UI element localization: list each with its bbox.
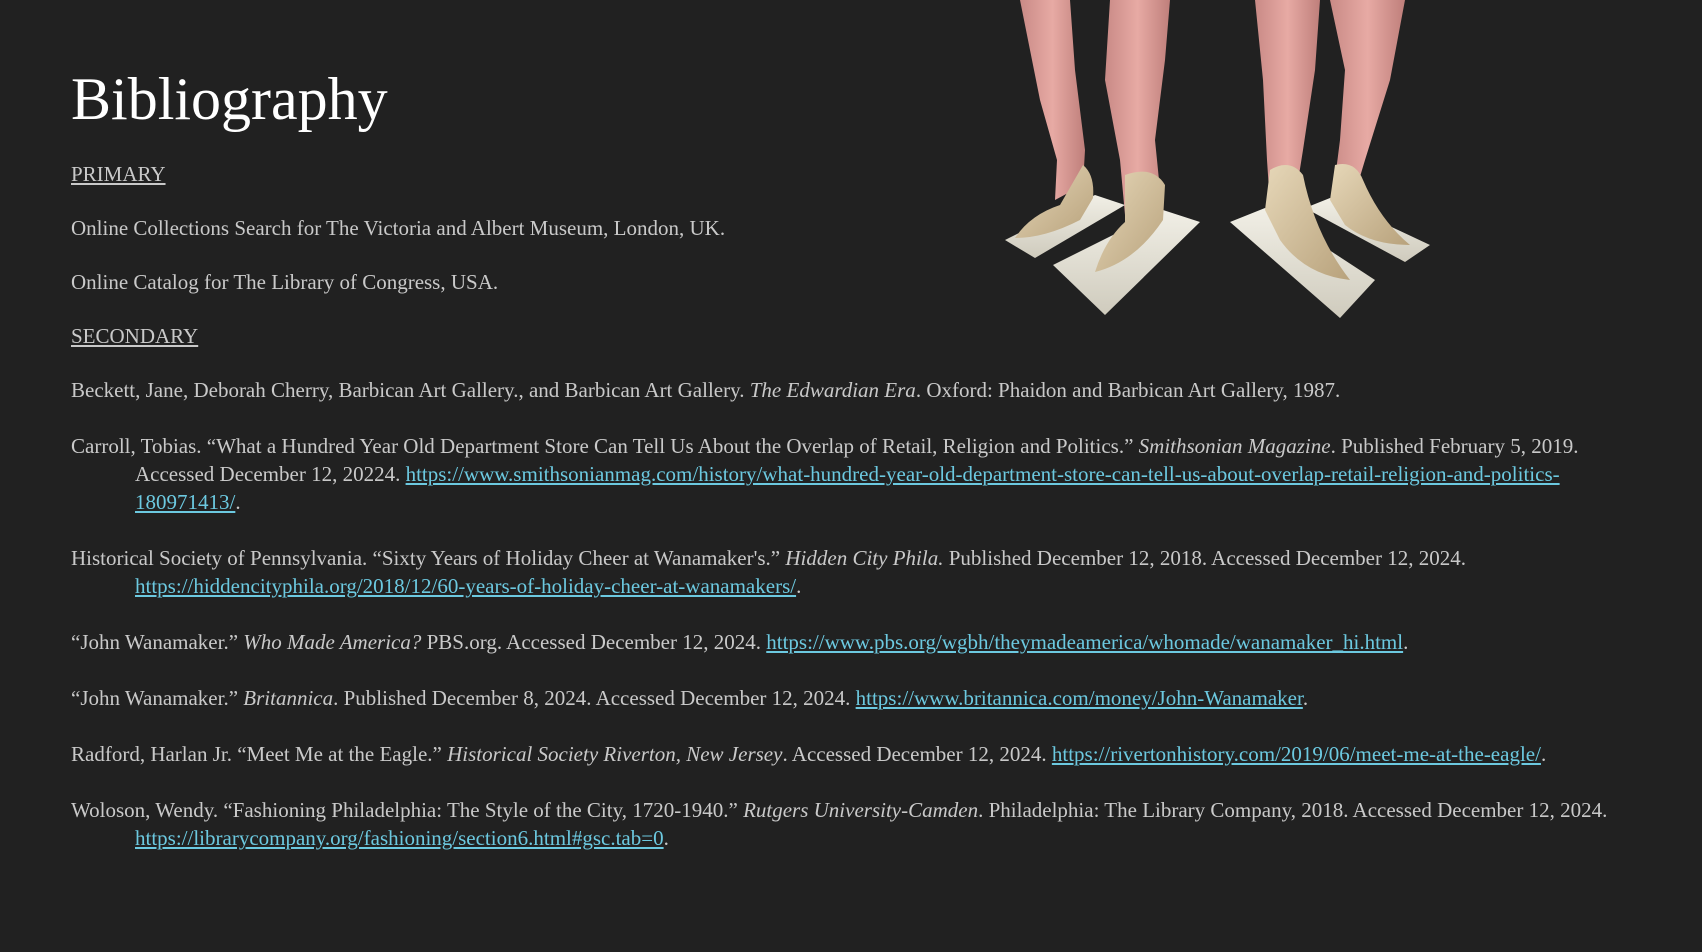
bibliography-content — [71, 160, 1631, 880]
primary-item: Online Collections Search for The Victoria and Albert Museum, London, UK. — [71, 216, 726, 240]
reference-link[interactable]: https://rivertonhistory.com/2019/06/meet-me-at-the-eagle/ — [1051, 742, 1541, 766]
reference-link[interactable]: https://hiddencityphila.org/2018/12/60-years-of-holiday-cheer-at-wanamakers/ — [135, 574, 797, 598]
bibliography-entry: “John Wanamaker.” Who Made America? PBS.org. Accessed December 12, 2024. https://www.pbs.org/wgbh/theymadeamerica/whomade/wanamaker_hi.html. — [71, 630, 1409, 654]
bibliography-entry: Historical Society of Pennsylvania. “Sixty Years of Holiday Cheer at Wanamaker's.” Hidden City Phila. Published December 12, 2018. Accessed December 12, 2024. https://hiddencityphila.org/2018/12/60-years-of-holiday-cheer-at-wanamakers/. — [71, 546, 1466, 598]
page-title: Bibliography — [71, 66, 388, 132]
bibliography-entry: Carroll, Tobias. “What a Hundred Year Old Department Store Can Tell Us About the Overlap of Retail, Religion and Politics.” Smithsonian Magazine. Published February 5, 2019. Accessed December 12, 20224. https://www.smithsonianmag.com/history/what-hundred-year-old-department-store-can-tell-us-about-overlap-retail-religion-and-politics-180971413/. — [71, 434, 1579, 514]
primary-item: Online Catalog for The Library of Congress, USA. — [71, 270, 499, 294]
bibliography-entry: Woloson, Wendy. “Fashioning Philadelphia: The Style of the City, 1720-1940.” Rutgers University-Camden. Philadelphia: The Library Company, 2018. Accessed December 12, 2024. https://librarycompany.org/fashioning/section6.html#gsc.tab=0. — [71, 798, 1608, 850]
section-heading-secondary: SECONDARY — [71, 324, 199, 348]
bibliography-entry: “John Wanamaker.” Britannica. Published December 8, 2024. Accessed December 12, 2024. https://www.britannica.com/money/John-Wanamaker. — [71, 686, 1309, 710]
bibliography-entry: Beckett, Jane, Deborah Cherry, Barbican Art Gallery., and Barbican Art Gallery. The Edwardian Era. Oxford: Phaidon and Barbican Art Gallery, 1987. — [71, 378, 1341, 402]
bibliography-entry: Radford, Harlan Jr. “Meet Me at the Eagle.” Historical Society Riverton, New Jersey. Accessed December 12, 2024. https://rivertonhistory.com/2019/06/meet-me-at-the-eagle/. — [71, 742, 1547, 766]
reference-link[interactable]: https://www.pbs.org/wgbh/theymadeamerica/whomade/wanamaker_hi.html — [766, 630, 1404, 654]
reference-link[interactable]: https://www.smithsonianmag.com/history/what-hundred-year-old-department-store-can-tell-us-about-overlap-retail-religion-and-politics-180971413/ — [135, 462, 1560, 514]
reference-link[interactable]: https://www.britannica.com/money/John-Wanamaker — [855, 686, 1303, 710]
section-heading-primary: PRIMARY — [71, 162, 166, 186]
reference-link[interactable]: https://librarycompany.org/fashioning/section6.html#gsc.tab=0 — [135, 826, 664, 850]
